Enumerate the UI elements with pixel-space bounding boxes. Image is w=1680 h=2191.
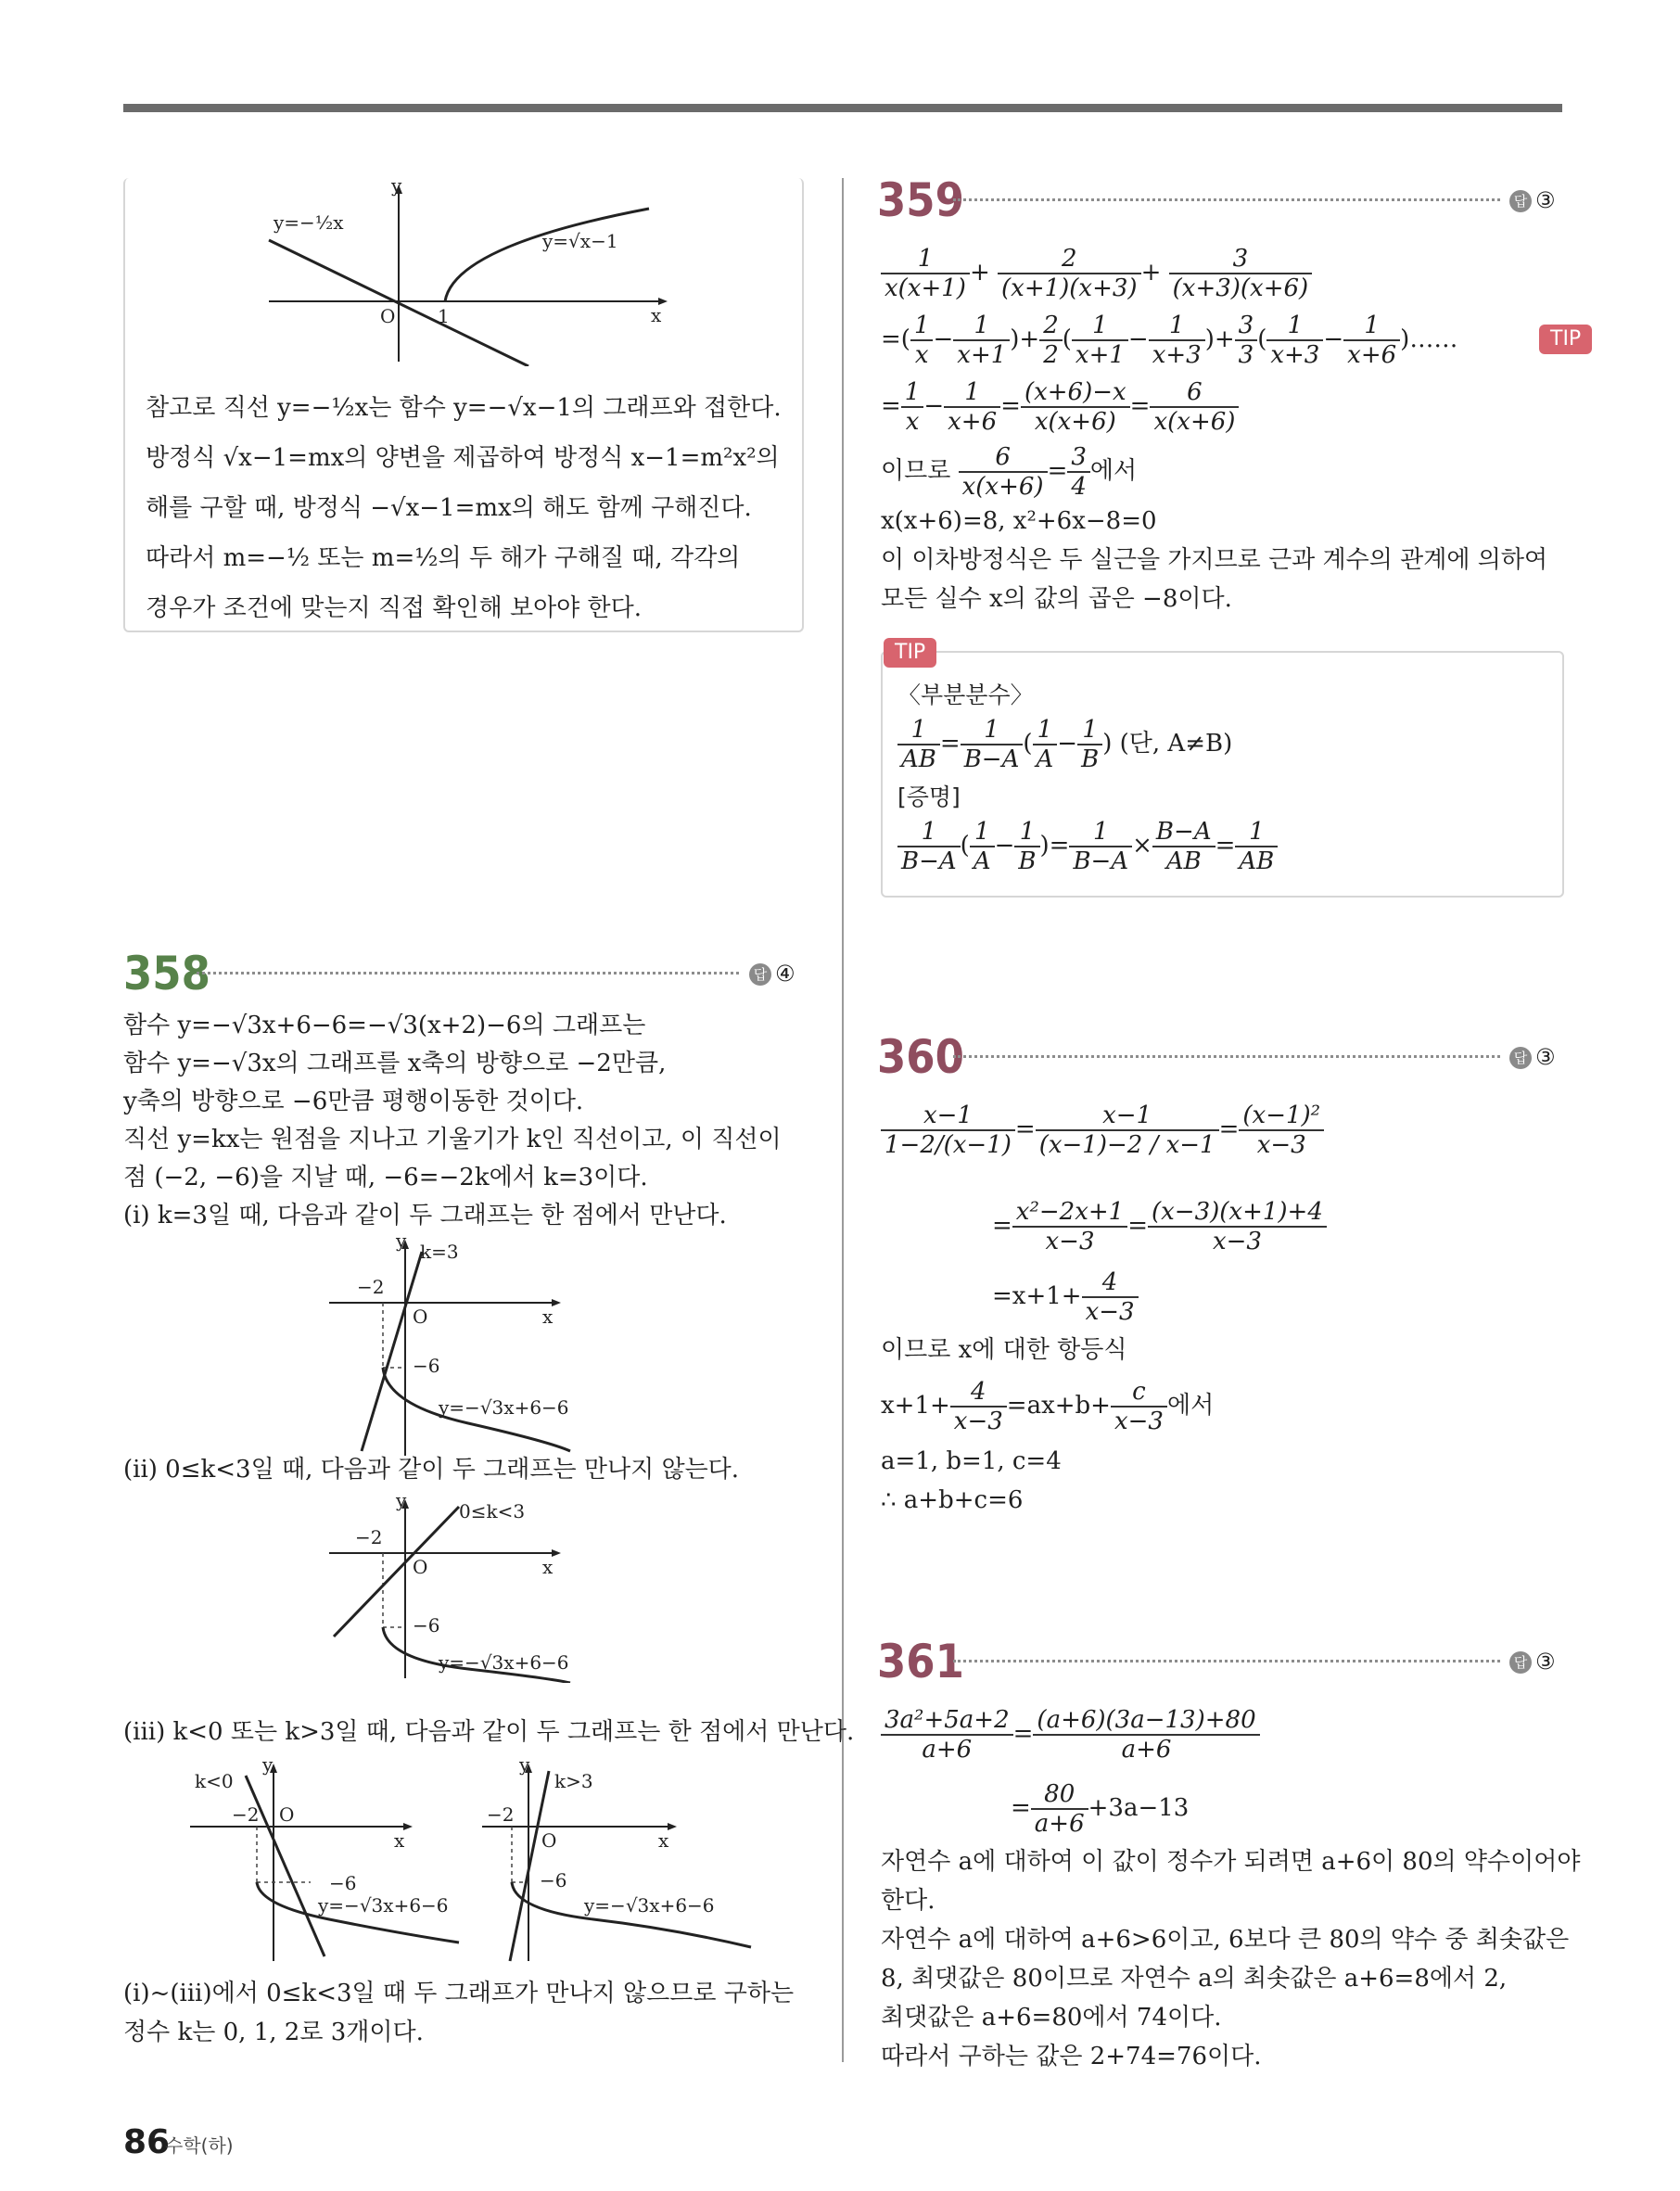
s358-case-3: (iii) k<0 또는 k>3일 때, 다음과 같이 두 그래프는 한 점에서 만난다.	[123, 1718, 855, 1746]
svg-text:y=−√3x+6−6: y=−√3x+6−6	[318, 1894, 449, 1917]
s358-line-2: 함수 y=−√3x의 그래프를 x축의 방향으로 −2만큼,	[123, 1050, 667, 1077]
tip-formula: $\frac{1}{AB}$ = $\frac{1}{B-A}$ ( $\frac{1}{A}$ − $\frac{1}{B}$ ) (단, A≠B)	[897, 714, 1232, 773]
s360-eq-1: $\frac{x-1}{1-2/(x-1)}$ = $\frac{x-1}{(x-1)-2 / x-1}$ = $\frac{\text{(x−1)²}}{x-3}$	[881, 1100, 1324, 1159]
s359-eq-2: =( $\frac{1}{x}$ − $\frac{1}{x+1}$ )+ $\frac{2}{2}$ ( $\frac{1}{x+1}$ − $\frac{1}{x+3}$ )+ $\frac{3}{3}$ ( $\frac{1}{x+3}$ − $\frac{1}{x+6}$ )……	[881, 312, 1458, 369]
s361-line-5: 최댓값은 a+6=80에서 74이다.	[881, 2004, 1222, 2032]
svg-text:−6: −6	[413, 1355, 440, 1377]
tip-title: 〈부분분수〉	[897, 682, 1034, 708]
s360-line-3: ∴ a+b+c=6	[881, 1486, 1024, 1514]
graph-case-2	[329, 1497, 607, 1683]
top-rule	[123, 104, 1562, 112]
answer-358: 답 ④	[749, 961, 795, 987]
x-label: x	[651, 304, 662, 326]
svg-text:x: x	[542, 1556, 554, 1578]
svg-text:x: x	[658, 1829, 669, 1852]
note-line-3: 해를 구할 때, 방정식 −√x−1=mx의 해도 함께 구해진다.	[146, 494, 752, 522]
svg-text:−2: −2	[357, 1276, 385, 1298]
s360-eq-3: =x+1+ $\frac{4}{x-3}$	[992, 1267, 1139, 1326]
s359-eq-3: = $\frac{1}{x}$ − $\frac{1}{x+6}$ = $\frac{(x+6)-x}{x(x+6)}$ = $\frac{6}{x(x+6)}$	[881, 376, 1239, 436]
s359-line-3: 모든 실수 x의 값의 곱은 −8이다.	[881, 585, 1232, 613]
svg-text:−2: −2	[355, 1526, 383, 1548]
svg-text:0≤k<3: 0≤k<3	[459, 1500, 526, 1522]
origin-label: O	[380, 305, 396, 327]
problem-number-360: 360	[877, 1030, 964, 1084]
svg-text:O: O	[279, 1803, 295, 1826]
problem-number-361: 361	[877, 1635, 964, 1688]
s361-line-6: 따라서 구하는 값은 2+74=76이다.	[881, 2043, 1262, 2070]
dotted-leader	[197, 972, 739, 974]
svg-text:−2: −2	[487, 1803, 515, 1826]
s359-eq-4: 이므로 $\frac{6}{x(x+6)}$ = $\frac{3}{4}$ 에서	[881, 443, 1138, 501]
column-divider	[842, 178, 844, 2062]
answer-359: 답 ③	[1509, 187, 1556, 213]
tip-marker: TIP	[1539, 325, 1592, 354]
page-number: 86	[123, 2123, 171, 2161]
svg-text:O: O	[413, 1556, 428, 1578]
svg-text:x: x	[394, 1829, 405, 1852]
svg-text:O: O	[413, 1306, 428, 1328]
dotted-leader	[953, 1660, 1500, 1662]
book-title: 수학(하)	[165, 2134, 234, 2157]
graph-case-3a	[190, 1762, 477, 1966]
note-line-2: 방정식 √x−1=mx의 양변을 제곱하여 방정식 x−1=m²x²의	[146, 444, 780, 472]
svg-text:y=−√3x+6−6: y=−√3x+6−6	[439, 1651, 569, 1674]
s361-line-2: 한다.	[881, 1887, 935, 1915]
s359-line-1: x(x+6)=8, x²+6x−8=0	[881, 507, 1157, 535]
dotted-leader	[953, 198, 1500, 201]
tip-label: TIP	[884, 638, 936, 668]
svg-text:y: y	[519, 1762, 530, 1776]
s360-line-2: a=1, b=1, c=4	[881, 1447, 1062, 1475]
s358-line-5: 점 (−2, −6)을 지날 때, −6=−2k에서 k=3이다.	[123, 1164, 648, 1191]
s360-eq-4: x+1+ $\frac{4}{x-3}$ =ax+b+ $\frac{c}{x-3}$ 에서	[881, 1378, 1215, 1435]
answer-360: 답 ③	[1509, 1044, 1556, 1070]
note-line-5: 경우가 조건에 맞는지 직접 확인해 보아야 한다.	[146, 594, 643, 622]
s360-eq-2: = $\frac{\text{x²−2x+1}}{x-3}$ = $\frac{(x-3)(x+1)+4}{x-3}$	[992, 1196, 1327, 1255]
s361-eq-1: $\frac{\text{3a²+5a+2}}{a+6}$ = $\frac{(a+6)(3a-13)+80}{a+6}$	[881, 1704, 1260, 1764]
tick-one: 1	[438, 305, 450, 327]
svg-text:y: y	[262, 1762, 274, 1776]
s358-line-4: 직선 y=kx는 원점을 지나고 기울기가 k인 직선이고, 이 직선이	[123, 1126, 782, 1153]
svg-text:y: y	[396, 1238, 407, 1252]
s358-concl-1: (i)~(iii)에서 0≤k<3일 때 두 그래프가 만나지 않으므로 구하는	[123, 1980, 795, 2007]
svg-text:y=−√3x+6−6: y=−√3x+6−6	[439, 1396, 569, 1419]
s358-case-2: (ii) 0≤k<3일 때, 다음과 같이 두 그래프는 만나지 않는다.	[123, 1456, 740, 1484]
s359-line-2: 이 이차방정식은 두 실근을 가지므로 근과 계수의 관계에 의하여	[881, 546, 1548, 574]
note-line-1: 참고로 직선 y=−½x는 함수 y=−√x−1의 그래프와 접한다.	[146, 394, 782, 422]
svg-text:−6: −6	[413, 1614, 440, 1637]
s361-eq-2: = $\frac{80}{a+6}$ +3a−13	[1011, 1780, 1190, 1838]
svg-text:O: O	[541, 1829, 557, 1852]
s361-line-1: 자연수 a에 대하여 이 값이 정수가 되려면 a+6이 80의 약수이어야	[881, 1848, 1581, 1876]
s358-concl-2: 정수 k는 0, 1, 2로 3개이다.	[123, 2019, 424, 2046]
svg-text:−6: −6	[540, 1869, 567, 1892]
svg-text:k<0: k<0	[195, 1770, 234, 1792]
graph-case-1	[329, 1238, 607, 1460]
s359-eq-1: $\frac{1}{x(x+1)}$ + $\frac{2}{(x+1)(x+3)}$ + $\frac{3}{(x+3)(x+6)}$	[881, 243, 1312, 302]
s361-line-3: 자연수 a에 대하여 a+6>6이고, 6보다 큰 80의 약수 중 최솟값은	[881, 1926, 1570, 1954]
svg-text:−6: −6	[329, 1872, 357, 1894]
s358-line-1: 함수 y=−√3x+6−6=−√3(x+2)−6의 그래프는	[123, 1012, 646, 1039]
note-line-4: 따라서 m=−½ 또는 m=½의 두 해가 구해질 때, 각각의	[146, 544, 741, 572]
svg-text:x: x	[542, 1306, 554, 1328]
answer-361: 답 ③	[1509, 1649, 1556, 1675]
graph-tangent	[260, 181, 668, 366]
s361-line-4: 8, 최댓값은 80이므로 자연수 a의 최솟값은 a+6=8에서 2,	[881, 1965, 1508, 1993]
dotted-leader	[953, 1055, 1500, 1058]
svg-text:−2: −2	[232, 1803, 260, 1826]
line-label: y=−½x	[274, 211, 344, 234]
svg-text:k>3: k>3	[554, 1770, 593, 1792]
svg-text:k=3: k=3	[420, 1241, 459, 1263]
tip-proof: $\frac{1}{B-A}$ ( $\frac{1}{A}$ − $\frac{1}{B}$ )= $\frac{1}{B-A}$ × $\frac{B-A}{AB}$ = $\frac{1}{AB}$	[897, 816, 1278, 875]
tip-proof-label: [증명]	[897, 783, 961, 810]
s358-line-6: (i) k=3일 때, 다음과 같이 두 그래프는 한 점에서 만난다.	[123, 1202, 727, 1229]
curve-label: y=√x−1	[542, 230, 618, 252]
svg-text:y: y	[396, 1497, 407, 1511]
sqrt-curve	[445, 209, 649, 301]
graph-case-3b	[482, 1762, 770, 1966]
problem-number-358: 358	[123, 947, 210, 1000]
s358-line-3: y축의 방향으로 −6만큼 평행이동한 것이다.	[123, 1088, 584, 1115]
svg-text:y=−√3x+6−6: y=−√3x+6−6	[584, 1894, 715, 1917]
y-label: y	[391, 181, 402, 197]
problem-number-359: 359	[877, 173, 964, 227]
s360-line-1: 이므로 x에 대한 항등식	[881, 1336, 1127, 1364]
